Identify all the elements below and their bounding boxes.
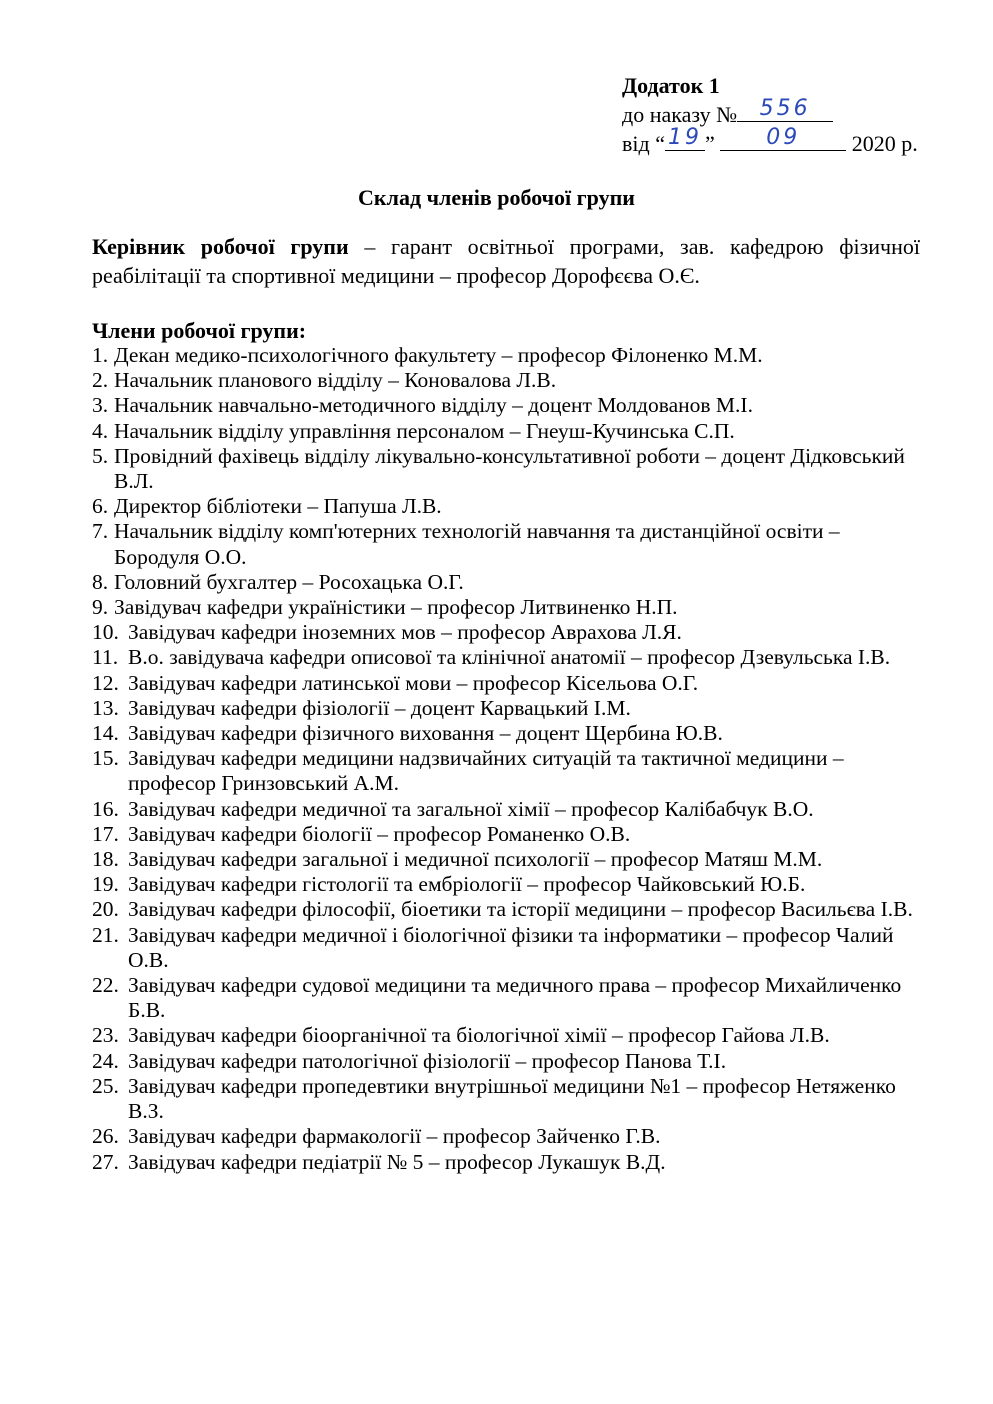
date-month-field — [720, 125, 846, 151]
list-item — [92, 393, 922, 418]
date-year: 2020 р. — [846, 131, 918, 156]
list-item-text: Начальник навчально-методичного відділу – доцент Молдованов М.І. — [114, 393, 753, 418]
list-item-number: 14. — [92, 721, 119, 746]
date-month-handwritten: 09 — [766, 125, 801, 150]
list-item — [92, 671, 922, 696]
date-day-field — [665, 125, 705, 151]
members-title: Члени робочої групи: — [92, 318, 307, 343]
list-item-text: Завідувач кафедри біології – професор Романенко О.В. — [128, 821, 631, 846]
list-item-text: Завідувач кафедри медичної і біологічної фізики та інформатики – професор Чалий О.В. — [128, 922, 894, 972]
list-item-text: Директор бібліотеки – Папуша Л.В. — [114, 494, 442, 519]
list-item-number: 23. — [92, 1023, 119, 1048]
list-item-text: Завідувач кафедри фізіології – доцент Карвацький І.М. — [128, 695, 631, 720]
date-quote: ” — [704, 131, 715, 156]
list-item-number: 1. — [92, 343, 109, 367]
list-item-number: 3. — [92, 393, 109, 418]
date-day-handwritten: 19 — [667, 125, 702, 150]
list-item-text: Завідувач кафедри медичної та загальної хімії – професор Калібабчук В.О. — [128, 796, 814, 821]
list-item-text: Головний бухгалтер – Росохацька О.Г. — [114, 569, 464, 594]
order-prefix: до наказу № — [622, 102, 738, 127]
list-item — [92, 570, 922, 595]
list-item-text: Завідувач кафедри судової медицини та медичного права – професор Михайличенко Б.В. — [128, 973, 902, 1023]
list-item-text: Завідувач кафедри іноземних мов – професор Аврахова Л.Я. — [128, 620, 682, 645]
list-item-text: Завідувач кафедри пропедевтики внутрішньої медицини №1 – професор Нетяженко В.З. — [128, 1073, 896, 1124]
list-item-text: Завідувач кафедри україністики – професор Литвиненко Н.П. — [114, 595, 678, 620]
date-line — [622, 125, 918, 157]
list-item — [92, 822, 922, 847]
list-item-number: 7. — [92, 519, 109, 544]
list-item-number: 21. — [92, 922, 119, 947]
group-head-text: – гарант освітньої програми, зав. кафедрою фізичної реабілітації та спортивної медицини – професор Дорофєєва О.Є. — [92, 234, 920, 288]
list-item-text: Начальник відділу управління персоналом – Гнеуш-Кучинська С.П. — [114, 418, 735, 443]
list-item-number: 12. — [92, 670, 119, 695]
list-item — [92, 1049, 922, 1074]
list-item-number: 27. — [92, 1149, 119, 1174]
list-item — [92, 872, 922, 897]
list-item — [92, 368, 922, 393]
list-item-text: Завідувач кафедри фармакології – професор Зайченко Г.В. — [128, 1124, 661, 1149]
list-item — [92, 897, 922, 922]
order-line — [622, 96, 918, 128]
list-item — [92, 343, 922, 368]
list-item-number: 26. — [92, 1124, 119, 1149]
list-item-number: 19. — [92, 872, 119, 897]
list-item — [92, 1150, 922, 1175]
list-item — [92, 419, 922, 444]
document-title: Склад членів робочої групи — [358, 185, 635, 210]
list-item — [92, 746, 922, 796]
list-item-number: 15. — [92, 746, 119, 771]
date-prefix: від “ — [622, 131, 665, 156]
list-item — [92, 1074, 922, 1124]
list-item — [92, 1124, 922, 1149]
list-item-text: Начальник планового відділу – Коновалова Л.В. — [114, 368, 557, 393]
list-item — [92, 494, 922, 519]
list-item-number: 5. — [92, 443, 109, 468]
list-item-number: 13. — [92, 695, 119, 720]
list-item-number: 25. — [92, 1073, 119, 1098]
list-item — [92, 973, 922, 1023]
list-item — [92, 847, 922, 872]
group-head-label: Керівник робочої групи — [92, 234, 349, 259]
list-item-text: В.о. завідувача кафедри описової та клінічної анатомії – професор Дзевульська І.В. — [128, 645, 891, 670]
list-item-number: 2. — [92, 368, 109, 393]
list-item — [92, 923, 922, 973]
order-number-handwritten: 556 — [759, 96, 811, 121]
list-item-number: 20. — [92, 897, 119, 922]
group-head-paragraph — [92, 232, 920, 290]
members-list — [92, 343, 922, 1175]
list-item-text: Начальник відділу комп'ютерних технологій навчання та дистанційної освіти – Бородуля О.О. — [114, 519, 840, 569]
list-item — [92, 595, 922, 620]
list-item-number: 18. — [92, 847, 119, 872]
list-item-text: Завідувач кафедри філософії, біоетики та історії медицини – професор Васильєва І.В. — [128, 897, 913, 922]
list-item-number: 6. — [92, 494, 109, 519]
list-item-number: 9. — [92, 595, 109, 620]
list-item-number: 8. — [92, 569, 109, 594]
list-item-text: Завідувач кафедри латинської мови – професор Кісельова О.Г. — [128, 670, 699, 695]
list-item — [92, 620, 922, 645]
list-item — [92, 444, 922, 494]
list-item-number: 16. — [92, 796, 119, 821]
list-item-text: Завідувач кафедри педіатрії № 5 – професор Лукашук В.Д. — [128, 1149, 666, 1174]
list-item-text: Завідувач кафедри загальної і медичної психології – професор Матяш М.М. — [128, 847, 823, 872]
list-item-number: 22. — [92, 973, 119, 998]
annex-title: Додаток 1 — [622, 73, 720, 98]
list-item-number: 10. — [92, 620, 119, 645]
list-item-text: Завідувач кафедри медицини надзвичайних ситуацій та тактичної медицини – професор Гринзовський А.М. — [128, 746, 844, 796]
list-item-number: 17. — [92, 821, 119, 846]
annex-block — [622, 72, 918, 157]
list-item — [92, 696, 922, 721]
list-item-text: Провідний фахівець відділу лікувально-консультативної роботи – доцент Дідковський В.Л. — [114, 443, 905, 494]
list-item — [92, 1023, 922, 1048]
order-number-field — [737, 96, 833, 122]
list-item — [92, 721, 922, 746]
list-item-number: 4. — [92, 418, 109, 443]
list-item — [92, 645, 922, 670]
list-item-number: 24. — [92, 1048, 119, 1073]
list-item-text: Завідувач кафедри гістології та ембріології – професор Чайковський Ю.Б. — [128, 872, 806, 897]
list-item — [92, 797, 922, 822]
list-item — [92, 519, 922, 569]
list-item-number: 11. — [92, 645, 119, 670]
list-item-text: Завідувач кафедри фізичного виховання – доцент Щербина Ю.В. — [128, 721, 723, 746]
list-item-text: Завідувач кафедри біоорганічної та біологічної хімії – професор Гайова Л.В. — [128, 1023, 830, 1048]
list-item-text: Декан медико-психологічного факультету – професор Філоненко М.М. — [114, 343, 763, 367]
list-item-text: Завідувач кафедри патологічної фізіології – професор Панова Т.І. — [128, 1048, 727, 1073]
